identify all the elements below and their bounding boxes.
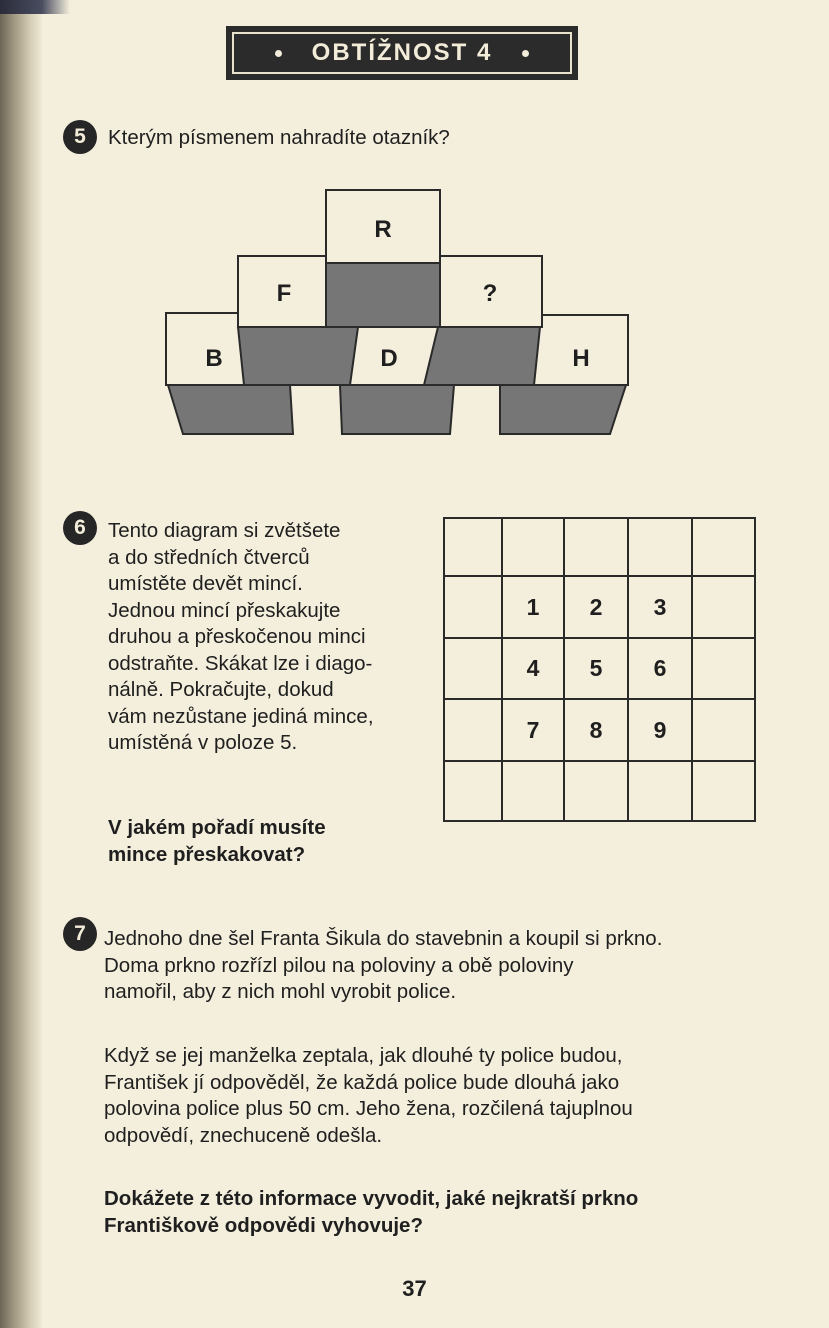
- problem-5-question: Kterým písmenem nahradíte otazník?: [108, 126, 450, 149]
- grid-cell-numbered: [563, 698, 629, 762]
- problem-6-number: 6: [63, 511, 97, 545]
- grid-number: 5: [589, 655, 603, 681]
- text-line: Když se jej manželka zeptala, jak dlouhé ty police budou,: [104, 1044, 623, 1067]
- block-h-shade: [500, 385, 626, 434]
- text-line: Františkově odpovědi vyhovuje?: [104, 1213, 423, 1237]
- grid-cell: [691, 760, 756, 822]
- grid-cell: [443, 517, 503, 577]
- text-line: a do středních čtverců: [108, 545, 310, 569]
- grid-cell-numbered: [501, 575, 565, 639]
- text-line: vám nezůstane jediná mince,: [108, 704, 374, 728]
- grid-cell: [501, 760, 565, 822]
- text-line: mince přeskakovat?: [108, 842, 306, 866]
- grid-cell: [691, 637, 756, 700]
- grid-number: 9: [653, 716, 667, 743]
- text-line: namořil, aby z nich mohl vyrobit police.: [104, 980, 457, 1003]
- grid-number: 2: [589, 593, 603, 620]
- grid-cell: [691, 517, 756, 577]
- grid-cell-numbered: [563, 637, 629, 700]
- text-line: druhou a přeskočenou minci: [108, 625, 366, 648]
- coin-grid: [443, 517, 756, 822]
- block-letter-top: R: [374, 216, 392, 243]
- block-d-shade: [340, 385, 454, 434]
- block-letter-bottom-center: D: [380, 345, 398, 372]
- grid-cell: [563, 517, 629, 577]
- grid-cell-numbered: [501, 637, 565, 700]
- grid-cell-numbered: [501, 698, 565, 762]
- problem-6-question: [108, 815, 326, 868]
- text-line: odpovědí, znechuceně odešla.: [104, 1123, 383, 1147]
- text-line: František jí odpověděl, že každá police bude dlouhá jako: [104, 1070, 620, 1094]
- block-f-shade: [238, 327, 358, 385]
- page-number: 37: [402, 1276, 427, 1301]
- grid-cell: [691, 575, 756, 639]
- problem-7-number: 7: [63, 917, 97, 951]
- grid-cell: [627, 760, 693, 822]
- grid-cell-numbered: [627, 637, 693, 700]
- grid-cell: [501, 517, 565, 577]
- block-pyramid-figure: [0, 0, 829, 450]
- grid-cell: [627, 517, 693, 577]
- problem-7-question: [104, 1186, 638, 1239]
- block-b-shade: [168, 385, 293, 434]
- grid-cell: [563, 760, 629, 822]
- text-line: polovina police plus 50 cm. Jeho žena, rozčilená tajuplnou: [104, 1097, 633, 1120]
- block-r-shade: [326, 263, 440, 327]
- grid-cell: [443, 575, 503, 639]
- block-letter-mid-left: F: [276, 280, 292, 307]
- grid-number: 8: [589, 716, 603, 743]
- header-title: OBTÍŽNOST 4: [311, 39, 493, 66]
- block-letter-bottom-left: B: [205, 345, 223, 372]
- problem-7-paragraph-2: [104, 1043, 633, 1149]
- grid-cell: [691, 698, 756, 762]
- text-line: odstraňte. Skákat lze i diago-: [108, 651, 373, 675]
- text-line: nálně. Pokračujte, dokud: [108, 678, 334, 701]
- block-q-shade: [424, 327, 540, 385]
- text-line: V jakém pořadí musíte: [108, 816, 326, 839]
- grid-cell-numbered: [563, 575, 629, 639]
- text-line: umístěná v poloze 5.: [108, 731, 298, 754]
- grid-cell: [443, 760, 503, 822]
- problem-5-number: 5: [63, 120, 97, 154]
- grid-number: 6: [653, 655, 667, 681]
- text-line: Jednou mincí přeskakujte: [108, 598, 341, 622]
- text-line: Dokážete z této informace vyvodit, jaké nejkratší prkno: [104, 1187, 639, 1210]
- grid-number: 3: [653, 593, 667, 620]
- grid-cell: [443, 698, 503, 762]
- grid-number: 1: [526, 593, 540, 620]
- text-line: Tento diagram si zvětšete: [108, 519, 341, 542]
- grid-cell-numbered: [627, 698, 693, 762]
- grid-number: 4: [526, 655, 540, 681]
- block-letter-mid-right: ?: [482, 280, 498, 307]
- grid-cell-numbered: [627, 575, 693, 639]
- grid-cell: [443, 637, 503, 700]
- problem-7-paragraph-1: [104, 926, 662, 1006]
- text-line: Doma prkno rozřízl pilou na poloviny a obě poloviny: [104, 953, 574, 977]
- problem-6-text: [108, 518, 374, 757]
- text-line: umístěte devět mincí.: [108, 572, 303, 595]
- grid-number: 7: [526, 716, 540, 743]
- text-line: Jednoho dne šel Franta Šikula do stavebnin a koupil si prkno.: [104, 927, 663, 950]
- block-letter-bottom-right: H: [572, 345, 590, 372]
